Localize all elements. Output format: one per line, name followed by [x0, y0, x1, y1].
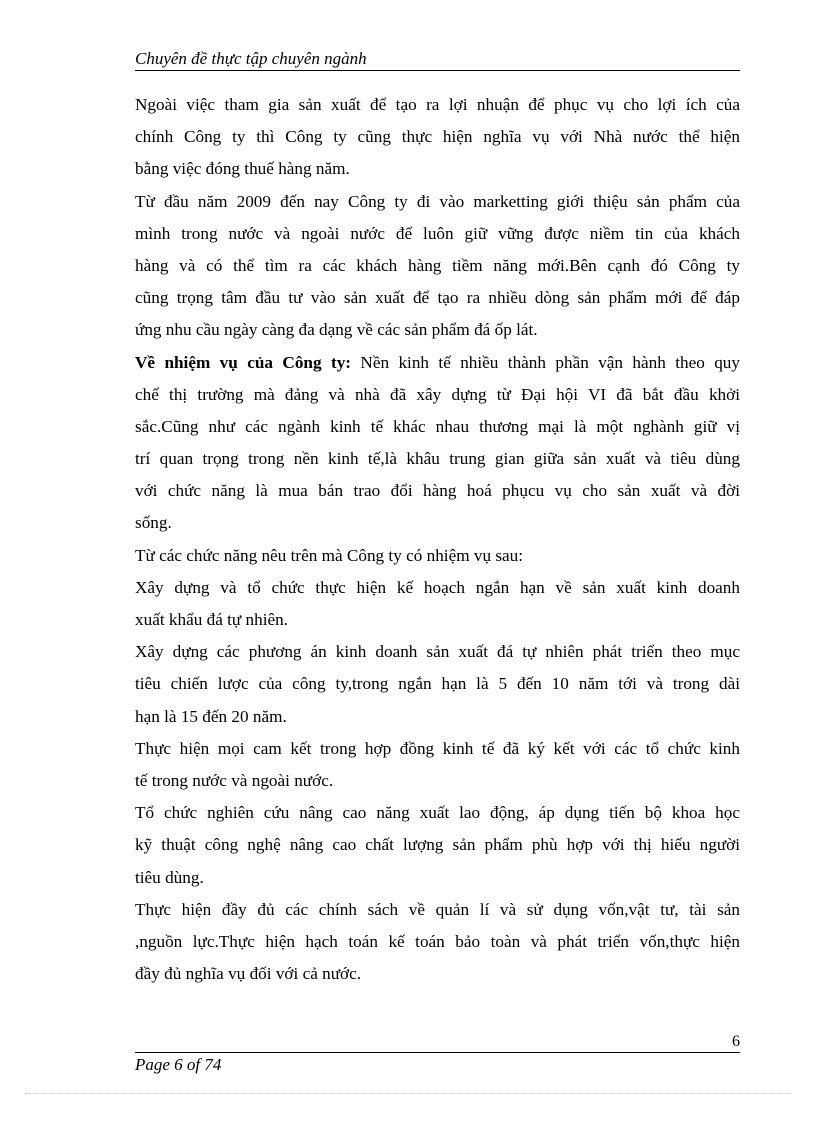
page-number: 6 [732, 1033, 740, 1050]
body-line: chính Công ty thì Công ty cũng thực hiện nghĩa vụ với Nhà nước thể hiện [135, 127, 740, 147]
page-bottom-divider [25, 1093, 791, 1094]
body-line: bằng việc đóng thuế hàng năm. [135, 159, 350, 179]
body-line: xuất khẩu đá tự nhiên. [135, 610, 288, 629]
document-body [135, 89, 740, 990]
body-line: chế thị trường mà đảng và nhà đã xây dựng từ Đại hội VI đã bắt đầu khởi [135, 384, 740, 404]
body-line: tiêu dùng. [135, 867, 204, 887]
body-line: tiêu chiến lược của công ty,trong ngắn hạn là 5 đến 10 năm tới và trong dài [135, 674, 740, 694]
page-footer: Page 6 of 74 [135, 1052, 740, 1077]
section-heading: Về nhiệm vụ của Công ty: [135, 352, 352, 372]
body-line: mình trong nước và ngoài nước để luôn giữ vững được niềm tin của khách [135, 223, 740, 243]
page-header: Chuyên đề thực tập chuyên ngành [135, 48, 740, 71]
body-line: Từ các chức năng nêu trên mà Công ty có nhiệm vụ sau: [135, 545, 524, 565]
body-line: ,nguồn lực.Thực hiện hạch toán kế toán bảo toàn và phát triển vốn,thực hiện [135, 931, 740, 951]
body-line-with-heading [135, 347, 740, 379]
body-line-text: Nền kinh tế nhiều thành phần vận hành theo quy [360, 352, 740, 372]
body-line: đầy đủ nghĩa vụ đối với cả nước. [135, 964, 362, 984]
body-line: Thực hiện mọi cam kết trong hợp đồng kinh tế đã ký kết với các tổ chức kinh [135, 738, 740, 758]
body-line: sống. [135, 513, 172, 533]
body-line: Xây dựng các phương án kinh doanh sản xuất đá tự nhiên phát triển theo mục [135, 642, 740, 662]
body-line: hàng và có thể tìm ra các khách hàng tiềm năng mới.Bên cạnh đó Công ty [135, 255, 740, 275]
body-line: với chức năng là mua bán trao đổi hàng hoá phụcu vụ cho sản xuất và đời [135, 481, 740, 501]
body-line: sắc.Cũng như các ngành kinh tế khác nhau thương mại là một nghành giữ vị [135, 416, 740, 436]
body-line: tế trong nước và ngoài nước. [135, 770, 334, 790]
body-line: Tổ chức nghiên cứu nâng cao năng xuất lao động, áp dụng tiến bộ khoa học [135, 803, 740, 823]
body-line: Thực hiện đầy đủ các chính sách về quản lí và sử dụng vốn,vật tư, tài sản [135, 899, 740, 919]
body-line: Ngoài việc tham gia sản xuất để tạo ra lợi nhuận để phục vụ cho lợi ích của [135, 95, 740, 114]
body-line: ứng nhu cầu ngày càng đa dạng về các sản phẩm đá ốp lát. [135, 320, 538, 340]
body-line: trí quan trọng trong nền kinh tế,là khâu trung gian giữa sản xuất và tiêu dùng [135, 449, 740, 469]
body-line: kỹ thuật công nghệ nâng cao chất lượng sản phẩm phù hợp với thị hiếu người [135, 835, 740, 855]
body-line: cũng trọng tâm đầu tư vào sản xuất để tạo ra nhiều dòng sản phẩm mới để đáp [135, 288, 740, 308]
body-line: Từ đầu năm 2009 đến nay Công ty đi vào marketting giới thiệu sản phẩm của [135, 191, 740, 211]
body-line: hạn là 15 đến 20 năm. [135, 706, 287, 726]
body-line: Xây dựng và tổ chức thực hiện kế hoạch ngắn hạn về sản xuất kinh doanh [135, 577, 740, 597]
